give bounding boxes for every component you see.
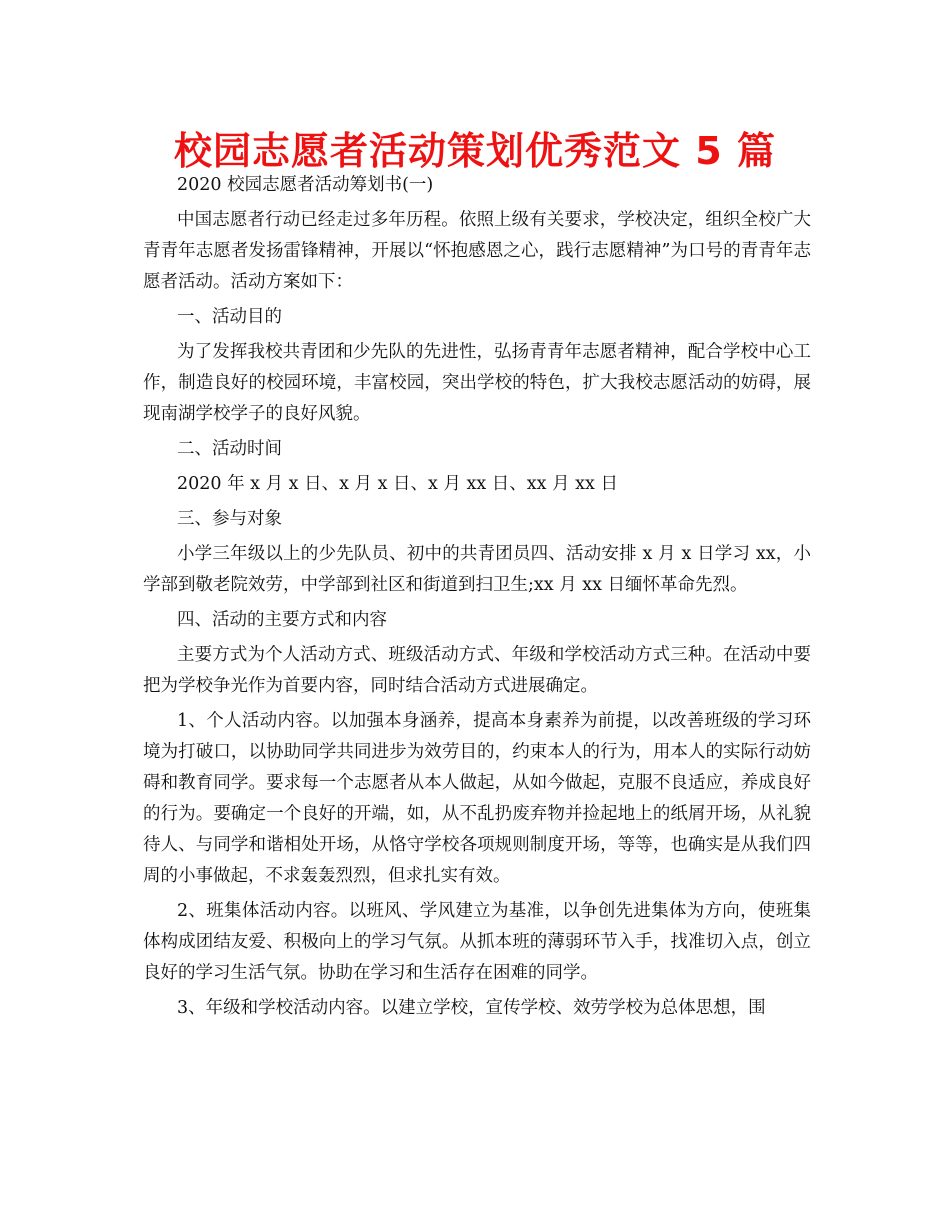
methods-paragraph: 主要方式为个人活动方式、班级活动方式、年级和学校活动方式三种。在活动中要把为学校争光作为首要内容，同时结合活动方式进展确定。: [143, 645, 811, 696]
section-heading-purpose: 一、活动目的: [177, 307, 282, 327]
class-activity-paragraph: 2、班集体活动内容。以班风、学风建立为基准，以争创先进集体为方向，使班集体构成团结友爱、积极向上的学习气氛。从抓本班的薄弱环节入手，找准切入点，创立良好的学习生活气氛。协助在学习和生活存在困难的同学。: [143, 901, 811, 983]
section-heading-participants: 三、参与对象: [177, 509, 282, 529]
section-heading-time: 二、活动时间: [177, 439, 282, 459]
school-activity-paragraph: 3、年级和学校活动内容。以建立学校，宣传学校、效劳学校为总体思想，围: [177, 998, 766, 1018]
intro-paragraph: 中国志愿者行动已经走过多年历程。依照上级有关要求，学校决定，组织全校广大青青年志愿者发扬雷锋精神，开展以“怀抱感恩之心，践行志愿精神”为口号的青青年志愿者活动。活动方案如下：: [143, 210, 811, 292]
purpose-paragraph: 为了发挥我校共青团和少先队的先进性，弘扬青青年志愿者精神，配合学校中心工作，制造良好的校园环境，丰富校园，突出学校的特色，扩大我校志愿活动的妨碍，展现南湖学校学子的良好风貌。: [143, 342, 811, 424]
document-title: 校园志愿者活动策划优秀范文 5 篇: [174, 129, 776, 173]
personal-activity-paragraph: 1、个人活动内容。以加强本身涵养，提高本身素养为前提，以改善班级的学习环境为打破口，以协助同学共同进步为效劳目的，约束本人的行为，用本人的实际行动妨碍和教育同学。要求每一个志愿者从本人做起，从如今做起，克服不良适应，养成良好的行为。要确定一个良好的开端，如，从不乱扔废弃物并捡起地上的纸屑开场，从礼貌待人、与同学和谐相处开场，从恪守学校各项规则制度开场，等等，也确实是从我们四周的小事做起，不求轰轰烈烈，但求扎实有效。: [143, 711, 811, 886]
document-body: [143, 170, 811, 1028]
document-subtitle: 2020 校园志愿者活动筹划书(一): [177, 175, 434, 195]
time-paragraph: 2020 年 x 月 x 日、x 月 x 日、x 月 xx 日、xx 月 xx 日: [177, 474, 618, 494]
section-heading-methods: 四、活动的主要方式和内容: [177, 610, 387, 630]
participants-paragraph: 小学三年级以上的少先队员、初中的共青团员四、活动安排 x 月 x 日学习 xx，小学部到敬老院效劳，中学部到社区和街道到扫卫生;xx 月 xx 日缅怀革命先烈。: [143, 544, 811, 595]
